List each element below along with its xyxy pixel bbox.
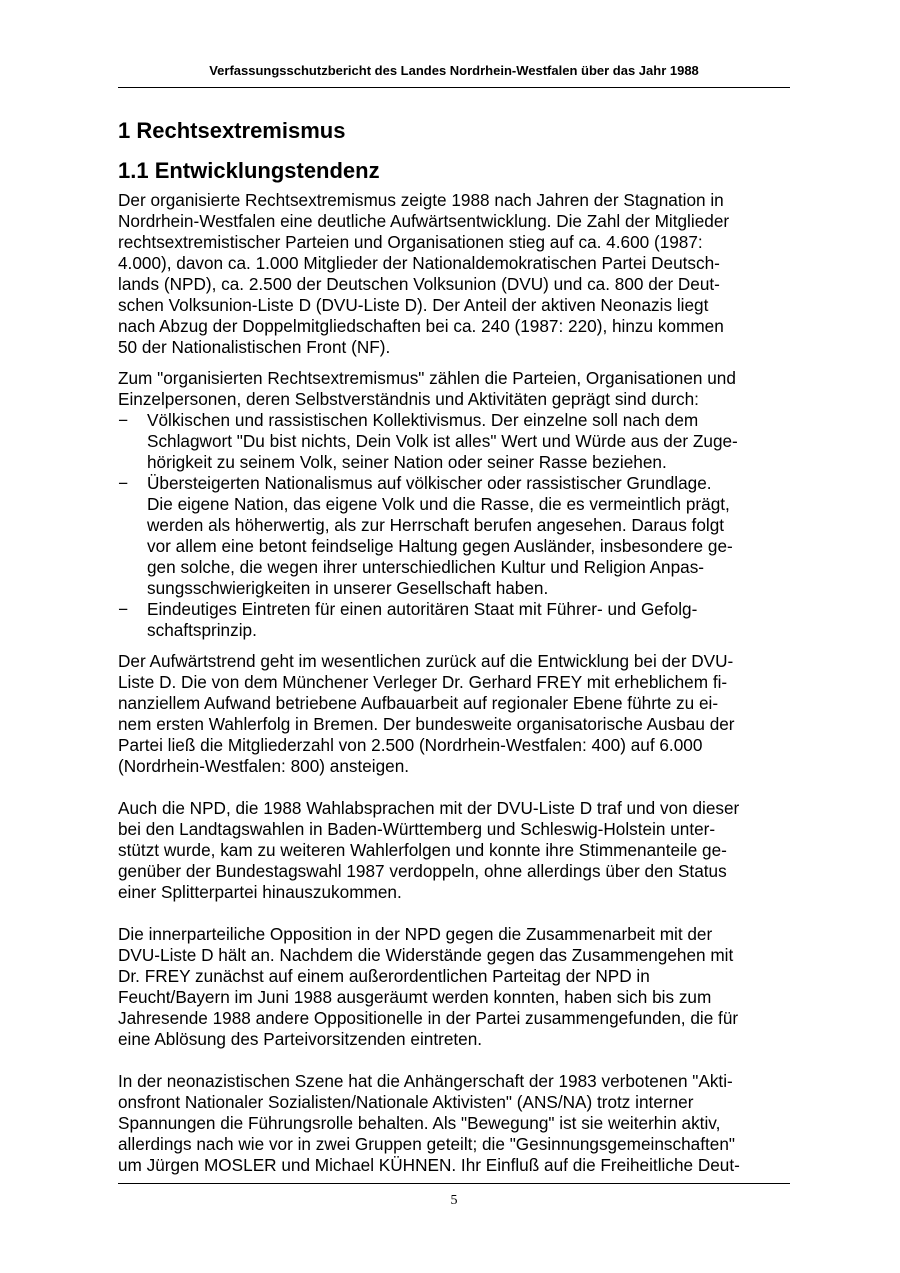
text-line: Auch die NPD, die 1988 Wahlabsprachen mit der DVU-Liste D traf und von dieser: [118, 798, 740, 818]
text-line: Übersteigerten Nationalismus auf völkischer oder rassistischer Grundlage.: [147, 473, 712, 493]
chapter-heading: 1 Rechtsextremismus: [118, 118, 346, 143]
text-line: (Nordrhein-Westfalen: 800) ansteigen.: [118, 756, 410, 776]
dash-marker: −: [118, 410, 129, 430]
text-line: allerdings nach wie vor in zwei Gruppen geteilt; die "Gesinnungsgemeinschaften": [118, 1134, 735, 1154]
text-line: Die innerparteiliche Opposition in der NPD gegen die Zusammenarbeit mit der: [118, 924, 713, 944]
running-header: Verfassungsschutzbericht des Landes Nordrhein-Westfalen über das Jahr 1988: [209, 63, 699, 78]
paragraph-6: [118, 1071, 790, 1176]
text-line: nem ersten Wahlerfolg in Bremen. Der bundesweite organisatorische Ausbau der: [118, 714, 735, 734]
bullet-item: [118, 410, 790, 473]
text-line: 50 der Nationalistischen Front (NF).: [118, 337, 391, 357]
text-line: Feucht/Bayern im Juni 1988 ausgeräumt werden konnten, haben sich bis zum: [118, 987, 712, 1007]
text-line: vor allem eine betont feindselige Haltung gegen Ausländer, insbesondere ge-: [147, 536, 733, 556]
text-line: bei den Landtagswahlen in Baden-Württemberg und Schleswig-Holstein unter-: [118, 819, 716, 839]
text-line: Der organisierte Rechtsextremismus zeigte 1988 nach Jahren der Stagnation in: [118, 190, 724, 210]
text-line: genüber der Bundestagswahl 1987 verdoppeln, ohne allerdings über den Status: [118, 861, 727, 881]
text-line: Jahresende 1988 andere Oppositionelle in der Partei zusammengefunden, die für: [118, 1008, 739, 1028]
text-line: schaftsprinzip.: [147, 620, 257, 640]
text-line: Dr. FREY zunächst auf einem außerordentlichen Parteitag der NPD in: [118, 966, 650, 986]
text-line: Einzelpersonen, deren Selbstverständnis und Aktivitäten geprägt sind durch:: [118, 389, 699, 409]
text-line: rechtsextremistischer Parteien und Organisationen stieg auf ca. 4.600 (1987:: [118, 232, 703, 252]
text-line: Die eigene Nation, das eigene Volk und die Rasse, die es vermeintlich prägt,: [147, 494, 730, 514]
page-number: 5: [450, 1193, 458, 1208]
text-line: Spannungen die Führungsrolle behalten. Als "Bewegung" ist sie weiterhin aktiv,: [118, 1113, 721, 1133]
body-text: [118, 190, 790, 1176]
text-line: Völkischen und rassistischen Kollektivismus. Der einzelne soll nach dem: [147, 410, 699, 430]
text-line: 4.000), davon ca. 1.000 Mitglieder der Nationaldemokratischen Partei Deutsch-: [118, 253, 720, 273]
paragraph-3: [118, 651, 790, 777]
paragraph-1: [118, 190, 790, 358]
paragraph-4: [118, 798, 790, 903]
text-line: nanziellem Aufwand betriebene Aufbauarbeit auf regionaler Ebene führte zu ei-: [118, 693, 719, 713]
paragraph-2: [118, 368, 790, 410]
text-line: Nordrhein-Westfalen eine deutliche Aufwärtsentwicklung. Die Zahl der Mitglieder: [118, 211, 730, 231]
text-line: Liste D. Die von dem Münchener Verleger Dr. Gerhard FREY mit erheblichem fi-: [118, 672, 728, 692]
bullet-item: [118, 599, 790, 641]
dash-marker: −: [118, 473, 129, 493]
text-line: eine Ablösung des Parteivorsitzenden eintreten.: [118, 1029, 483, 1049]
text-line: Schlagwort "Du bist nichts, Dein Volk ist alles" Wert und Würde aus der Zuge-: [147, 431, 738, 451]
text-line: einer Splitterpartei hinauszukommen.: [118, 882, 402, 902]
section-heading: 1.1 Entwicklungstendenz: [118, 158, 380, 183]
text-line: um Jürgen MOSLER und Michael KÜHNEN. Ihr Einfluß auf die Freiheitliche Deut-: [118, 1155, 740, 1175]
text-line: werden als höherwertig, als zur Herrschaft berufen angesehen. Daraus folgt: [147, 515, 725, 535]
paragraph-5: [118, 924, 790, 1050]
text-line: gen solche, die wegen ihrer unterschiedlichen Kultur und Religion Anpas-: [147, 557, 705, 577]
text-line: hörigkeit zu seinem Volk, seiner Nation oder seiner Rasse beziehen.: [147, 452, 667, 472]
dash-marker: −: [118, 599, 129, 619]
text-line: lands (NPD), ca. 2.500 der Deutschen Volksunion (DVU) und ca. 800 der Deut-: [118, 274, 720, 294]
header-rule: [118, 87, 790, 88]
text-line: onsfront Nationaler Sozialisten/Nationale Aktivisten" (ANS/NA) trotz interner: [118, 1092, 694, 1112]
text-line: In der neonazistischen Szene hat die Anhängerschaft der 1983 verbotenen "Akti-: [118, 1071, 733, 1091]
text-line: Der Aufwärtstrend geht im wesentlichen zurück auf die Entwicklung bei der DVU-: [118, 651, 734, 671]
text-line: DVU-Liste D hält an. Nachdem die Widerstände gegen das Zusammengehen mit: [118, 945, 734, 965]
text-line: Zum "organisierten Rechtsextremismus" zählen die Parteien, Organisationen und: [118, 368, 736, 388]
text-line: nach Abzug der Doppelmitgliedschaften bei ca. 240 (1987: 220), hinzu kommen: [118, 316, 724, 336]
text-line: Eindeutiges Eintreten für einen autoritären Staat mit Führer- und Gefolg-: [147, 599, 698, 619]
text-line: stützt wurde, kam zu weiteren Wahlerfolgen und konnte ihre Stimmenanteile ge-: [118, 840, 727, 860]
text-line: Partei ließ die Mitgliederzahl von 2.500 (Nordrhein-Westfalen: 400) auf 6.000: [118, 735, 703, 755]
bullet-item: [118, 473, 790, 599]
footer-rule: [118, 1183, 790, 1184]
text-line: schen Volksunion-Liste D (DVU-Liste D). Der Anteil der aktiven Neonazis liegt: [118, 295, 709, 315]
bullet-list: [118, 410, 790, 641]
text-line: sungsschwierigkeiten in unserer Gesellschaft haben.: [147, 578, 549, 598]
